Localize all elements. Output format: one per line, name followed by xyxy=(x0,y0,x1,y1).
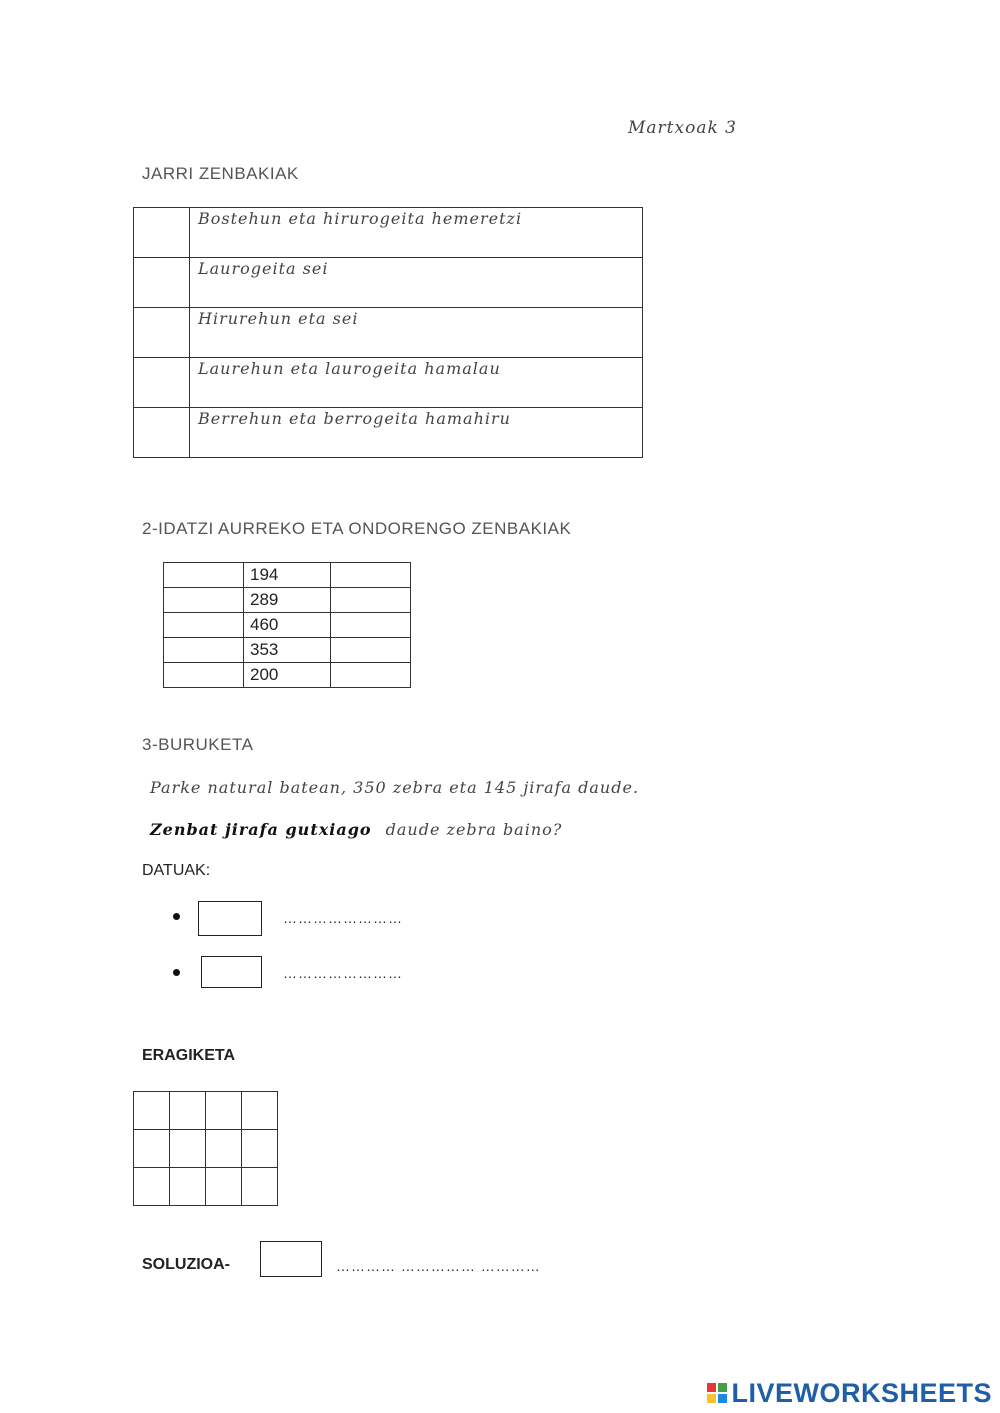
exercise3-title: 3-BURUKETA xyxy=(142,735,254,754)
table-row xyxy=(164,613,411,638)
logo-square-blue xyxy=(718,1394,727,1403)
data-answer-box-2[interactable] xyxy=(201,956,262,988)
date-label: Martxoak 3 xyxy=(628,118,737,138)
bullet-icon xyxy=(173,969,180,976)
question-rest: daude zebra baino? xyxy=(385,820,563,839)
previous-number-cell[interactable] xyxy=(164,663,244,688)
grid-cell[interactable] xyxy=(242,1130,278,1168)
table-row xyxy=(164,638,411,663)
given-number: 200 xyxy=(243,663,330,688)
table-row xyxy=(164,588,411,613)
number-words: Laurehun eta laurogeita hamalau xyxy=(190,358,643,408)
exercise2-table xyxy=(163,562,411,688)
previous-number-cell[interactable] xyxy=(164,563,244,588)
bullet-icon xyxy=(173,913,180,920)
data-dots-1: …………………… xyxy=(283,910,403,926)
grid-row xyxy=(134,1168,278,1206)
next-number-cell[interactable] xyxy=(331,613,411,638)
answer-cell[interactable] xyxy=(134,208,190,258)
next-number-cell[interactable] xyxy=(331,588,411,613)
answer-cell[interactable] xyxy=(134,258,190,308)
data-answer-box-1[interactable] xyxy=(198,901,262,936)
answer-cell[interactable] xyxy=(134,408,190,458)
grid-cell[interactable] xyxy=(134,1092,170,1130)
grid-cell[interactable] xyxy=(170,1130,206,1168)
next-number-cell[interactable] xyxy=(331,563,411,588)
table-row xyxy=(134,308,643,358)
grid-cell[interactable] xyxy=(134,1130,170,1168)
grid-cell[interactable] xyxy=(170,1168,206,1206)
given-number: 289 xyxy=(243,588,330,613)
number-words: Bostehun eta hirurogeita hemeretzi xyxy=(190,208,643,258)
exercise2-title: 2-IDATZI AURREKO ETA ONDORENGO ZENBAKIAK xyxy=(142,519,572,538)
table-row xyxy=(164,563,411,588)
previous-number-cell[interactable] xyxy=(164,588,244,613)
grid-cell[interactable] xyxy=(242,1168,278,1206)
datuak-label: DATUAK: xyxy=(142,862,211,879)
logo-square-green xyxy=(718,1383,727,1392)
table-row xyxy=(134,258,643,308)
grid-cell[interactable] xyxy=(134,1168,170,1206)
soluzioa-label: SOLUZIOA- xyxy=(142,1256,230,1273)
given-number: 460 xyxy=(243,613,330,638)
grid-row xyxy=(134,1092,278,1130)
logo-squares-icon xyxy=(707,1383,727,1403)
number-words: Berrehun eta berrogeita hamahiru xyxy=(190,408,643,458)
grid-row xyxy=(134,1130,278,1168)
data-dots-2: …………………… xyxy=(283,965,403,981)
answer-cell[interactable] xyxy=(134,358,190,408)
grid-cell[interactable] xyxy=(206,1092,242,1130)
table-row xyxy=(164,663,411,688)
logo-square-yellow xyxy=(707,1394,716,1403)
solution-answer-box[interactable] xyxy=(260,1241,322,1277)
grid-cell[interactable] xyxy=(206,1168,242,1206)
logo-square-red xyxy=(707,1383,716,1392)
question-bold: Zenbat jirafa gutxiago xyxy=(150,820,372,839)
grid-cell[interactable] xyxy=(206,1130,242,1168)
previous-number-cell[interactable] xyxy=(164,613,244,638)
next-number-cell[interactable] xyxy=(331,638,411,663)
exercise1-title: JARRI ZENBAKIAK xyxy=(142,164,299,183)
problem-question xyxy=(150,820,562,839)
number-words: Hirurehun eta sei xyxy=(190,308,643,358)
operation-grid xyxy=(133,1091,278,1206)
table-row xyxy=(134,358,643,408)
table-row xyxy=(134,208,643,258)
next-number-cell[interactable] xyxy=(331,663,411,688)
given-number: 353 xyxy=(243,638,330,663)
liveworksheets-logo xyxy=(707,1378,992,1408)
problem-statement: Parke natural batean, 350 zebra eta 145 jirafa daude. xyxy=(150,778,640,797)
solution-dots: ………… …………… ………… xyxy=(336,1258,541,1274)
previous-number-cell[interactable] xyxy=(164,638,244,663)
table-row xyxy=(134,408,643,458)
eragiketa-label: ERAGIKETA xyxy=(142,1047,236,1064)
number-words: Laurogeita sei xyxy=(190,258,643,308)
answer-cell[interactable] xyxy=(134,308,190,358)
logo-text: LIVEWORKSHEETS xyxy=(731,1377,992,1408)
grid-cell[interactable] xyxy=(242,1092,278,1130)
given-number: 194 xyxy=(243,563,330,588)
grid-cell[interactable] xyxy=(170,1092,206,1130)
exercise1-table xyxy=(133,207,643,458)
